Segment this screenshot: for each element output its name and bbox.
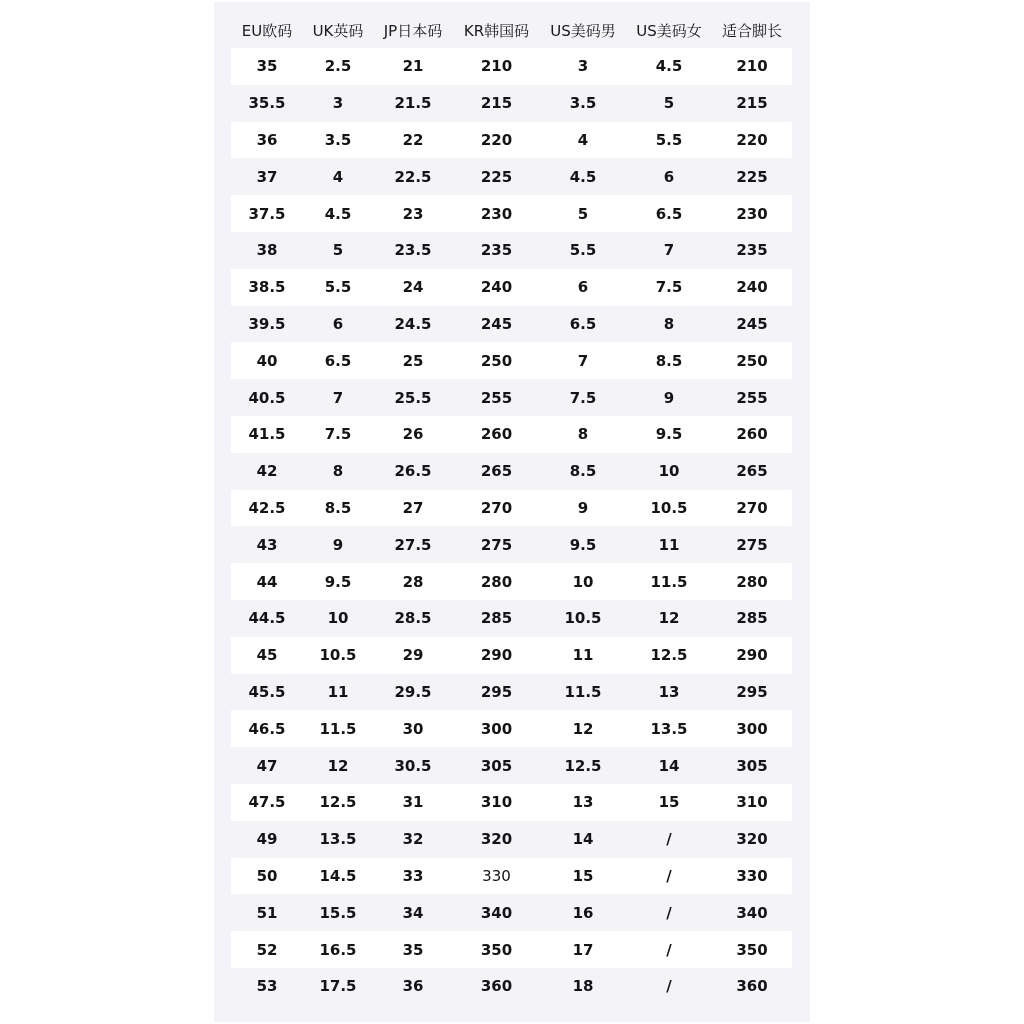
cell-kr: 220 xyxy=(453,122,540,159)
cell-kr: 240 xyxy=(453,269,540,306)
size-chart-panel xyxy=(214,2,810,1022)
cell-uk: 12.5 xyxy=(303,784,373,821)
cell-foot-length: 215 xyxy=(712,85,792,122)
table-row xyxy=(231,784,792,821)
cell-kr: 285 xyxy=(453,600,540,637)
cell-eu: 47.5 xyxy=(231,784,303,821)
cell-kr: 270 xyxy=(453,490,540,527)
cell-us-women: / xyxy=(626,968,712,1005)
cell-us-men: 9 xyxy=(540,490,626,527)
cell-us-men: 11.5 xyxy=(540,674,626,711)
cell-us-men: 7 xyxy=(540,342,626,379)
cell-eu: 45 xyxy=(231,637,303,674)
cell-kr: 235 xyxy=(453,232,540,269)
cell-jp: 25.5 xyxy=(373,379,453,416)
cell-jp: 22 xyxy=(373,122,453,159)
cell-uk: 7 xyxy=(303,379,373,416)
cell-jp: 26.5 xyxy=(373,453,453,490)
cell-jp: 27 xyxy=(373,490,453,527)
cell-kr: 310 xyxy=(453,784,540,821)
cell-us-men: 8 xyxy=(540,416,626,453)
cell-eu: 45.5 xyxy=(231,674,303,711)
cell-us-men: 16 xyxy=(540,894,626,931)
cell-uk: 11 xyxy=(303,674,373,711)
cell-us-women: 13 xyxy=(626,674,712,711)
table-row xyxy=(231,894,792,931)
cell-foot-length: 350 xyxy=(712,931,792,968)
cell-kr: 225 xyxy=(453,158,540,195)
cell-kr: 245 xyxy=(453,306,540,343)
cell-kr: 340 xyxy=(453,894,540,931)
cell-foot-length: 320 xyxy=(712,821,792,858)
cell-us-men: 4 xyxy=(540,122,626,159)
cell-us-women: 12.5 xyxy=(626,637,712,674)
cell-jp: 33 xyxy=(373,858,453,895)
cell-jp: 29 xyxy=(373,637,453,674)
table-row xyxy=(231,85,792,122)
cell-us-men: 3 xyxy=(540,48,626,85)
table-row xyxy=(231,674,792,711)
cell-foot-length: 230 xyxy=(712,195,792,232)
cell-kr: 215 xyxy=(453,85,540,122)
cell-eu: 46.5 xyxy=(231,710,303,747)
cell-eu: 42.5 xyxy=(231,490,303,527)
cell-uk: 10 xyxy=(303,600,373,637)
cell-uk: 4 xyxy=(303,158,373,195)
cell-jp: 24 xyxy=(373,269,453,306)
cell-eu: 38 xyxy=(231,232,303,269)
cell-jp: 23 xyxy=(373,195,453,232)
cell-us-women: 8.5 xyxy=(626,342,712,379)
cell-us-women: / xyxy=(626,858,712,895)
cell-uk: 9 xyxy=(303,526,373,563)
cell-foot-length: 340 xyxy=(712,894,792,931)
cell-us-women: 6 xyxy=(626,158,712,195)
cell-kr: 360 xyxy=(453,968,540,1005)
cell-foot-length: 330 xyxy=(712,858,792,895)
header-eu-size: EU欧码 xyxy=(241,21,293,40)
cell-us-women: 14 xyxy=(626,747,712,784)
cell-kr: 230 xyxy=(453,195,540,232)
cell-us-women: / xyxy=(626,894,712,931)
cell-us-men: 18 xyxy=(540,968,626,1005)
table-row xyxy=(231,269,792,306)
cell-us-men: 14 xyxy=(540,821,626,858)
cell-us-men: 6 xyxy=(540,269,626,306)
cell-us-men: 12.5 xyxy=(540,747,626,784)
cell-jp: 30 xyxy=(373,710,453,747)
cell-uk: 5.5 xyxy=(303,269,373,306)
cell-uk: 14.5 xyxy=(303,858,373,895)
table-row xyxy=(231,600,792,637)
cell-uk: 11.5 xyxy=(303,710,373,747)
cell-foot-length: 285 xyxy=(712,600,792,637)
cell-uk: 16.5 xyxy=(303,931,373,968)
header-jp-size: JP日本码 xyxy=(383,21,443,40)
cell-foot-length: 250 xyxy=(712,342,792,379)
cell-foot-length: 295 xyxy=(712,674,792,711)
table-row xyxy=(231,379,792,416)
cell-foot-length: 280 xyxy=(712,563,792,600)
cell-us-women: 12 xyxy=(626,600,712,637)
cell-jp: 34 xyxy=(373,894,453,931)
cell-us-men: 9.5 xyxy=(540,526,626,563)
cell-jp: 28 xyxy=(373,563,453,600)
cell-jp: 27.5 xyxy=(373,526,453,563)
cell-kr: 350 xyxy=(453,931,540,968)
cell-eu: 52 xyxy=(231,931,303,968)
table-row xyxy=(231,821,792,858)
cell-foot-length: 235 xyxy=(712,232,792,269)
cell-jp: 36 xyxy=(373,968,453,1005)
cell-foot-length: 290 xyxy=(712,637,792,674)
cell-kr: 330 xyxy=(453,858,540,895)
header-uk-size: UK英码 xyxy=(312,21,364,40)
cell-uk: 5 xyxy=(303,232,373,269)
cell-uk: 17.5 xyxy=(303,968,373,1005)
cell-kr: 210 xyxy=(453,48,540,85)
header-kr-size: KR韩国码 xyxy=(463,21,530,40)
cell-jp: 30.5 xyxy=(373,747,453,784)
cell-foot-length: 310 xyxy=(712,784,792,821)
cell-jp: 24.5 xyxy=(373,306,453,343)
cell-foot-length: 245 xyxy=(712,306,792,343)
cell-kr: 260 xyxy=(453,416,540,453)
cell-us-men: 13 xyxy=(540,784,626,821)
cell-jp: 22.5 xyxy=(373,158,453,195)
table-row xyxy=(231,453,792,490)
cell-kr: 255 xyxy=(453,379,540,416)
table-body xyxy=(231,48,792,1005)
cell-us-women: 4.5 xyxy=(626,48,712,85)
table-row xyxy=(231,232,792,269)
cell-us-women: 8 xyxy=(626,306,712,343)
cell-us-women: 11.5 xyxy=(626,563,712,600)
cell-us-women: 7 xyxy=(626,232,712,269)
cell-us-men: 4.5 xyxy=(540,158,626,195)
table-row xyxy=(231,490,792,527)
header-us-men-size: US美码男 xyxy=(550,21,616,40)
cell-eu: 42 xyxy=(231,453,303,490)
cell-foot-length: 255 xyxy=(712,379,792,416)
cell-us-women: 11 xyxy=(626,526,712,563)
cell-us-women: 7.5 xyxy=(626,269,712,306)
cell-kr: 250 xyxy=(453,342,540,379)
cell-us-men: 10.5 xyxy=(540,600,626,637)
cell-eu: 44.5 xyxy=(231,600,303,637)
cell-jp: 29.5 xyxy=(373,674,453,711)
cell-us-men: 7.5 xyxy=(540,379,626,416)
cell-eu: 39.5 xyxy=(231,306,303,343)
cell-foot-length: 225 xyxy=(712,158,792,195)
cell-eu: 47 xyxy=(231,747,303,784)
cell-uk: 2.5 xyxy=(303,48,373,85)
table-row xyxy=(231,158,792,195)
cell-uk: 9.5 xyxy=(303,563,373,600)
cell-foot-length: 220 xyxy=(712,122,792,159)
cell-uk: 8 xyxy=(303,453,373,490)
cell-eu: 50 xyxy=(231,858,303,895)
table-row xyxy=(231,710,792,747)
cell-foot-length: 305 xyxy=(712,747,792,784)
cell-foot-length: 240 xyxy=(712,269,792,306)
table-row xyxy=(231,637,792,674)
cell-jp: 31 xyxy=(373,784,453,821)
cell-us-women: 5 xyxy=(626,85,712,122)
cell-jp: 26 xyxy=(373,416,453,453)
table-header-row xyxy=(231,12,792,48)
cell-kr: 290 xyxy=(453,637,540,674)
cell-us-men: 5.5 xyxy=(540,232,626,269)
cell-us-men: 8.5 xyxy=(540,453,626,490)
cell-us-men: 17 xyxy=(540,931,626,968)
cell-us-women: 9 xyxy=(626,379,712,416)
table-row xyxy=(231,858,792,895)
cell-foot-length: 300 xyxy=(712,710,792,747)
cell-uk: 3.5 xyxy=(303,122,373,159)
cell-eu: 44 xyxy=(231,563,303,600)
cell-uk: 3 xyxy=(303,85,373,122)
table-row xyxy=(231,747,792,784)
cell-jp: 32 xyxy=(373,821,453,858)
cell-kr: 295 xyxy=(453,674,540,711)
table-row xyxy=(231,931,792,968)
cell-kr: 320 xyxy=(453,821,540,858)
cell-jp: 21 xyxy=(373,48,453,85)
cell-jp: 35 xyxy=(373,931,453,968)
cell-eu: 40 xyxy=(231,342,303,379)
cell-us-women: 15 xyxy=(626,784,712,821)
table-row xyxy=(231,122,792,159)
cell-uk: 6.5 xyxy=(303,342,373,379)
cell-eu: 35 xyxy=(231,48,303,85)
table-row xyxy=(231,526,792,563)
size-conversion-table xyxy=(231,12,792,1005)
cell-kr: 275 xyxy=(453,526,540,563)
cell-us-women: 9.5 xyxy=(626,416,712,453)
cell-uk: 10.5 xyxy=(303,637,373,674)
cell-uk: 13.5 xyxy=(303,821,373,858)
cell-uk: 8.5 xyxy=(303,490,373,527)
cell-us-men: 12 xyxy=(540,710,626,747)
cell-us-men: 15 xyxy=(540,858,626,895)
cell-kr: 300 xyxy=(453,710,540,747)
cell-eu: 51 xyxy=(231,894,303,931)
cell-jp: 21.5 xyxy=(373,85,453,122)
table-row xyxy=(231,563,792,600)
table-row xyxy=(231,48,792,85)
cell-uk: 15.5 xyxy=(303,894,373,931)
cell-uk: 6 xyxy=(303,306,373,343)
cell-eu: 35.5 xyxy=(231,85,303,122)
cell-eu: 41.5 xyxy=(231,416,303,453)
cell-jp: 28.5 xyxy=(373,600,453,637)
cell-us-men: 6.5 xyxy=(540,306,626,343)
cell-us-women: 10.5 xyxy=(626,490,712,527)
cell-us-men: 3.5 xyxy=(540,85,626,122)
cell-uk: 7.5 xyxy=(303,416,373,453)
cell-us-men: 10 xyxy=(540,563,626,600)
cell-us-men: 11 xyxy=(540,637,626,674)
cell-foot-length: 275 xyxy=(712,526,792,563)
cell-us-women: 13.5 xyxy=(626,710,712,747)
cell-eu: 40.5 xyxy=(231,379,303,416)
cell-uk: 4.5 xyxy=(303,195,373,232)
table-row xyxy=(231,342,792,379)
table-row xyxy=(231,416,792,453)
cell-eu: 37 xyxy=(231,158,303,195)
cell-eu: 43 xyxy=(231,526,303,563)
cell-foot-length: 210 xyxy=(712,48,792,85)
cell-kr: 265 xyxy=(453,453,540,490)
cell-uk: 12 xyxy=(303,747,373,784)
cell-foot-length: 260 xyxy=(712,416,792,453)
cell-eu: 49 xyxy=(231,821,303,858)
cell-us-women: 5.5 xyxy=(626,122,712,159)
cell-us-women: 10 xyxy=(626,453,712,490)
table-row xyxy=(231,968,792,1005)
table-row xyxy=(231,195,792,232)
cell-eu: 36 xyxy=(231,122,303,159)
header-foot-length: 适合脚长 xyxy=(721,21,782,40)
cell-kr: 305 xyxy=(453,747,540,784)
cell-foot-length: 265 xyxy=(712,453,792,490)
cell-eu: 37.5 xyxy=(231,195,303,232)
table-row xyxy=(231,306,792,343)
cell-eu: 53 xyxy=(231,968,303,1005)
cell-kr: 280 xyxy=(453,563,540,600)
header-us-women-size: US美码女 xyxy=(636,21,702,40)
cell-jp: 23.5 xyxy=(373,232,453,269)
cell-foot-length: 360 xyxy=(712,968,792,1005)
cell-eu: 38.5 xyxy=(231,269,303,306)
cell-us-women: / xyxy=(626,931,712,968)
cell-us-women: / xyxy=(626,821,712,858)
cell-us-women: 6.5 xyxy=(626,195,712,232)
cell-jp: 25 xyxy=(373,342,453,379)
cell-us-men: 5 xyxy=(540,195,626,232)
cell-foot-length: 270 xyxy=(712,490,792,527)
